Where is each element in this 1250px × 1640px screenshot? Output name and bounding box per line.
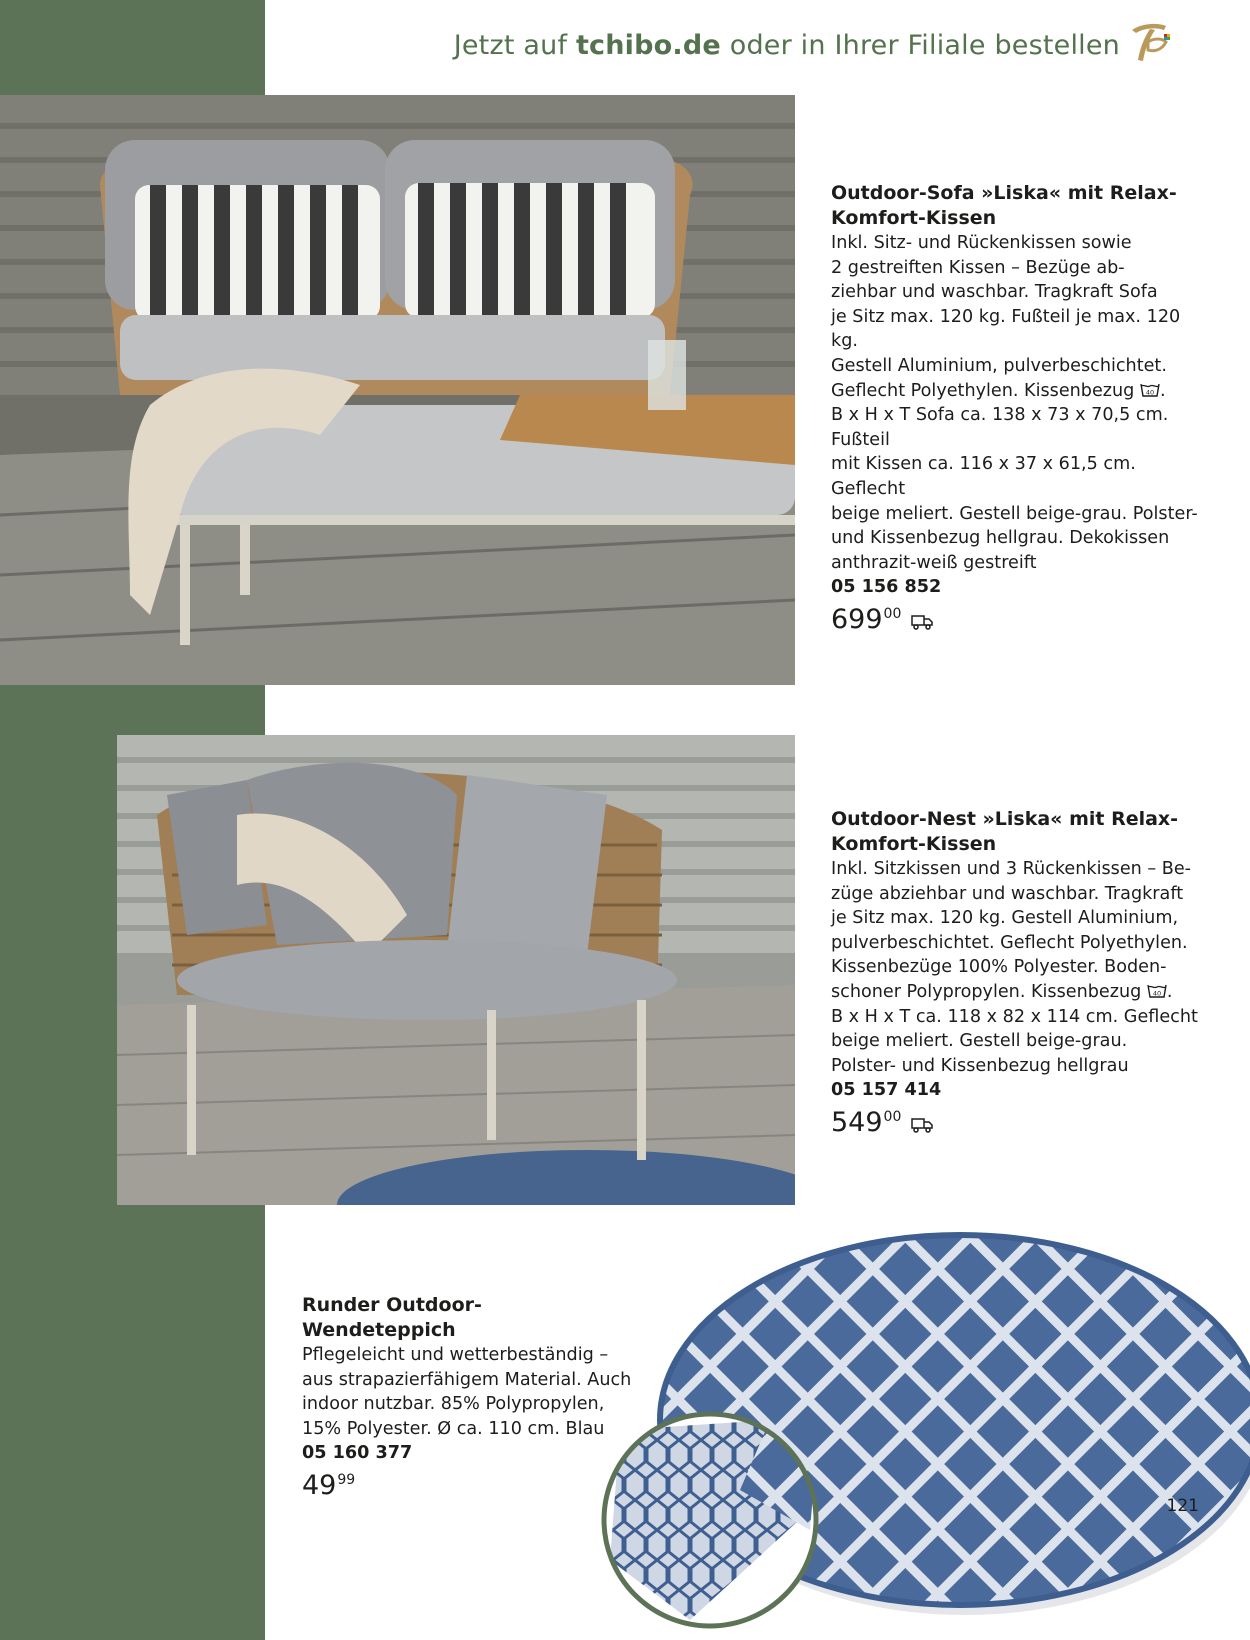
desc-line: pulverbeschichtet. Geflecht Polyethylen. bbox=[831, 932, 1188, 953]
desc-line: indoor nutzbar. 85% Polypropylen, bbox=[302, 1394, 605, 1415]
desc-line: je Sitz max. 120 kg. Fußteil je max. 120 kg. bbox=[831, 306, 1181, 352]
product-title-cont: Komfort-Kissen bbox=[831, 833, 997, 855]
header-suffix: oder in Ihrer Filiale bestellen bbox=[729, 30, 1120, 61]
sofa-product-photo bbox=[0, 95, 795, 685]
desc-line: aus strapazierfähigem Material. Auch bbox=[302, 1369, 632, 1390]
product-title: Outdoor-Nest »Liska« mit Relax- bbox=[831, 808, 1179, 830]
price-main: 49 bbox=[302, 1469, 337, 1501]
desc-line: mit Kissen ca. 116 x 37 x 61,5 cm. Geflecht bbox=[831, 454, 1136, 499]
price-main: 549 bbox=[831, 1106, 883, 1138]
wash-40-icon bbox=[1147, 983, 1167, 999]
desc-line: anthrazit-weiß gestreift bbox=[831, 552, 1037, 573]
header-prefix: Jetzt auf bbox=[453, 30, 568, 61]
article-number: 05 157 414 bbox=[831, 1080, 942, 1101]
desc-line: Geflecht Polyethylen. Kissenbezug bbox=[831, 380, 1135, 401]
desc-line: beige meliert. Gestell beige-grau. Polster- bbox=[831, 503, 1198, 524]
rug-product-photo bbox=[580, 1230, 1250, 1640]
desc-line: beige meliert. Gestell beige-grau. bbox=[831, 1031, 1128, 1052]
desc-line: schoner Polypropylen. Kissenbezug bbox=[831, 981, 1142, 1002]
desc-line: B x H x T ca. 118 x 82 x 114 cm. Geflecht bbox=[831, 1006, 1198, 1027]
desc-line: Polster- und Kissenbezug hellgrau bbox=[831, 1055, 1129, 1076]
desc-line: züge abziehbar und waschbar. Tragkraft bbox=[831, 883, 1184, 904]
wash-40-icon bbox=[1140, 382, 1160, 398]
desc-line-wash: schoner Polypropylen. Kissenbezug 40 . bbox=[831, 981, 1173, 1002]
desc-line-wash: Geflecht Polyethylen. Kissenbezug 40 . bbox=[831, 380, 1166, 401]
desc-line: je Sitz max. 120 kg. Gestell Aluminium, bbox=[831, 908, 1179, 929]
delivery-truck-icon bbox=[911, 614, 933, 630]
desc-line: ziehbar und waschbar. Tragkraft Sofa bbox=[831, 282, 1158, 303]
nest-product-photo bbox=[117, 735, 795, 1205]
desc-line: B x H x T Sofa ca. 138 x 73 x 70,5 cm. Fußteil bbox=[831, 405, 1169, 450]
page-number: 121 bbox=[1166, 1496, 1199, 1516]
price-cents: 00 bbox=[883, 605, 902, 622]
header-site-link[interactable]: tchibo.de bbox=[575, 30, 721, 61]
price-cents: 99 bbox=[337, 1471, 356, 1488]
desc-line: 2 gestreiften Kissen – Bezüge ab- bbox=[831, 257, 1125, 278]
product-nest-description bbox=[831, 807, 1211, 1139]
product-title: Runder Outdoor-Wendeteppich bbox=[302, 1294, 482, 1341]
price-cents: 00 bbox=[883, 1108, 902, 1125]
svg-text:40: 40 bbox=[1152, 989, 1162, 998]
article-number: 05 160 377 bbox=[302, 1443, 413, 1464]
desc-line: Inkl. Sitz- und Rückenkissen sowie bbox=[831, 233, 1132, 253]
product-title-cont: Komfort-Kissen bbox=[831, 207, 997, 229]
header-order-line bbox=[454, 30, 1120, 61]
desc-line: und Kissenbezug hellgrau. Dekokissen bbox=[831, 528, 1170, 549]
desc-line: Pflegeleicht und wetterbeständig – bbox=[302, 1345, 609, 1365]
product-sofa-description bbox=[831, 181, 1211, 636]
product-title: Outdoor-Sofa »Liska« mit Relax- bbox=[831, 182, 1177, 204]
desc-line: Gestell Aluminium, pulverbeschichtet. bbox=[831, 355, 1167, 376]
delivery-truck-icon bbox=[911, 1117, 933, 1133]
svg-text:40: 40 bbox=[1145, 388, 1155, 397]
price bbox=[831, 1107, 1211, 1139]
article-number: 05 156 852 bbox=[831, 577, 942, 598]
price-main: 699 bbox=[831, 603, 883, 635]
desc-line: Inkl. Sitzkissen und 3 Rückenkissen – Be- bbox=[831, 859, 1192, 879]
desc-line: Kissenbezüge 100% Polyester. Boden- bbox=[831, 957, 1167, 978]
desc-line: 15% Polyester. Ø ca. 110 cm. Blau bbox=[302, 1418, 605, 1439]
price bbox=[831, 604, 1211, 636]
tchibo-logo-icon bbox=[1126, 20, 1170, 66]
